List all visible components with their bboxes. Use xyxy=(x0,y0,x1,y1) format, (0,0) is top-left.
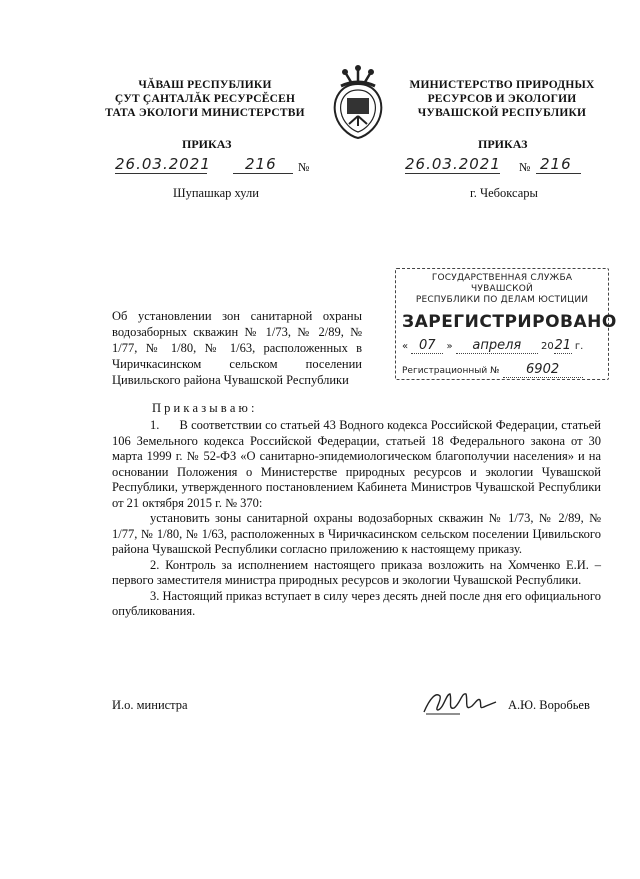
place-right: г. Чебоксары xyxy=(470,186,538,200)
document-title: Об установлении зон санитарной охраны водозаборных скважин № 1/73, № 2/89, № 1/77, № 1/80, № 1/63, расположенных в Чиричкасинском сельском поселении Цивильского района Чувашской Республики xyxy=(112,309,362,387)
chuvash-emblem-icon xyxy=(327,64,389,140)
number-sign-right: № xyxy=(519,160,531,174)
prikaz-label-right: ПРИКАЗ xyxy=(478,137,528,151)
date-right-line xyxy=(405,155,500,174)
registration-stamp xyxy=(395,268,617,380)
stamp-year-mark: г. xyxy=(574,341,584,352)
number-left: 216 xyxy=(245,155,277,173)
number-sign-left: № xyxy=(298,160,310,174)
stamp-reg-number: 6902 xyxy=(503,362,583,378)
stamp-registered: ЗАРЕГИСТРИРОВАНО xyxy=(402,312,617,332)
paragraph-1b: установить зоны санитарной охраны водозаборных скважин № 1/73, № 2/89, № 1/77, № 1/80, № 1/63, расположенных в Чиричкасинском сельском поселении Цивильского района Чувашской Республики согласно приложению к настоящему приказу. xyxy=(112,511,601,556)
stamp-year-suffix: 21 xyxy=(554,338,571,353)
paragraph-2: 2. Контроль за исполнением настоящего приказа возложить на Хомченко Е.И. – первого заместителя министра природных ресурсов и экологии Чувашской Республики. xyxy=(112,557,601,587)
signature-icon xyxy=(420,688,500,718)
stamp-line2: РЕСПУБЛИКИ ПО ДЕЛАМ ЮСТИЦИИ xyxy=(415,295,589,305)
signatory-name: А.Ю. Воробьев xyxy=(508,698,590,712)
date-left-line xyxy=(115,155,211,174)
stamp-year-prefix: 20 xyxy=(541,341,554,352)
header-left xyxy=(95,78,315,120)
header-right-line: РЕСУРСОВ И ЭКОЛОГИИ xyxy=(427,93,577,105)
header-right-line: ЧУВАШСКОЙ РЕСПУБЛИКИ xyxy=(417,107,587,119)
header-right xyxy=(402,78,602,120)
stamp-reg-row xyxy=(402,362,602,378)
stamp-day: 07 xyxy=(411,338,443,354)
number-right-line xyxy=(536,155,581,174)
header-left-line: ÇУТ ÇАНТАЛĂК РЕСУРСĔСЕН xyxy=(114,93,296,105)
signatory-title: И.о. министра xyxy=(112,698,188,712)
header-left-line: ТАТА ЭКОЛОГИ МИНИСТЕРСТВИ xyxy=(105,107,305,119)
header-left-line: ЧĂВАШ РЕСПУБЛИКИ xyxy=(138,79,272,91)
prikaz-label-left: ПРИКАЗ xyxy=(182,137,232,151)
prikazyvayu: П р и к а з ы в а ю : xyxy=(152,401,255,415)
stamp-month: апреля xyxy=(456,338,538,354)
place-left: Шупашкар хули xyxy=(173,186,259,200)
header-right-line: МИНИСТЕРСТВО ПРИРОДНЫХ xyxy=(409,79,595,91)
number-left-line xyxy=(233,155,293,174)
stamp-reg-label: Регистрационный № xyxy=(402,366,500,376)
number-right: 216 xyxy=(540,155,572,173)
paragraph-3: 3. Настоящий приказ вступает в силу через десять дней после дня его официального опубликования. xyxy=(112,588,601,618)
paragraph-1: 1. В соответствии со статьей 43 Водного кодекса Российской Федерации, статьей 106 Земельного кодекса Российской Федерации, статьей 18 Федерального закона от 30 марта 1999 г. № 52-ФЗ «О санитарно-эпидемиологическом благополучии населения» и на основании Положения о Министерстве природных ресурсов и экологии Чувашской Республики, утвержденного постановлением Кабинета Министров Чувашской Республики от 21 октября 2015 г. № 370: xyxy=(112,418,601,510)
date-right: 26.03.2021 xyxy=(405,155,501,173)
date-left: 26.03.2021 xyxy=(115,155,211,173)
stamp-date-row: « 07 » апреля 2021 г. xyxy=(402,338,584,353)
document-body xyxy=(112,418,601,620)
stamp-line1: ГОСУДАРСТВЕННАЯ СЛУЖБА ЧУВАШСКОЙ xyxy=(431,273,573,294)
